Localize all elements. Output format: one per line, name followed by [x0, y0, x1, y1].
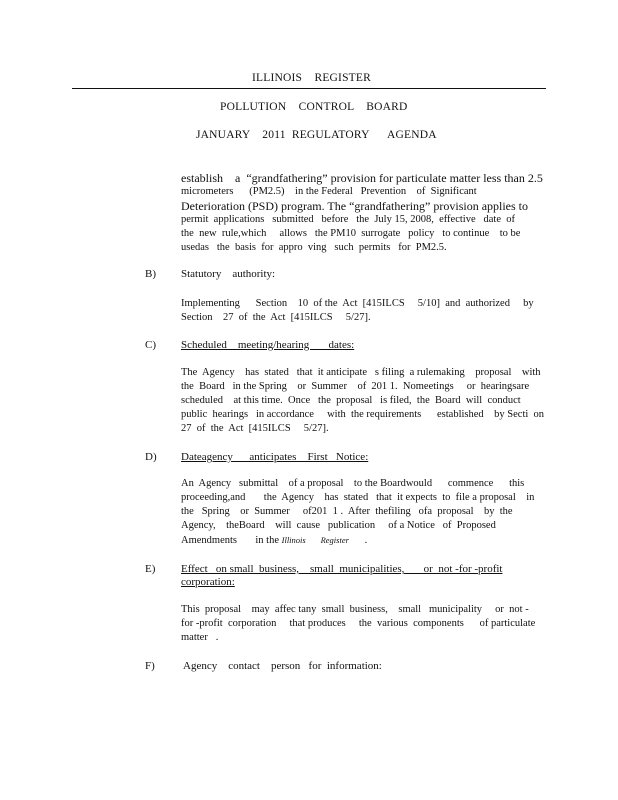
register-title: ILLINOIS REGISTER — [252, 72, 371, 84]
section-e-paragraph — [181, 603, 535, 645]
paragraph-line: the Spring or Summer of201 1 . After thefiling ofa proposal by the — [181, 506, 513, 517]
paragraph-line: public hearings in accordance with the requirements established by Secti on — [181, 409, 545, 420]
illinois-register-italic: Illinois Register — [281, 535, 349, 545]
intro-line: usedas the basis for appro ving such permits for PM2.5. — [181, 242, 447, 253]
intro-line: Deterioration (PSD) program. The “grandfathering” provision applies to — [181, 199, 529, 213]
paragraph-line: the Board in the Spring or Summer of 201 1. Nomeetings or hearingsare — [181, 381, 530, 392]
section-f-letter: F) — [145, 660, 155, 672]
intro-paragraph — [181, 171, 543, 255]
paragraph-line: Agency, theBoard will cause publication of a Notice of Proposed — [181, 520, 496, 531]
header-rule — [72, 88, 546, 89]
paragraph-line: scheduled at this time. Once the proposal is filed, the Board will conduct — [181, 395, 521, 406]
paragraph-line: matter . — [181, 632, 219, 643]
board-title: POLLUTION CONTROL BOARD — [220, 101, 408, 113]
agenda-title: JANUARY 2011 REGULATORY AGENDA — [196, 129, 437, 141]
section-e-letter: E) — [145, 563, 156, 575]
paragraph-line: for -profit corporation that produces the various components of particulate — [181, 618, 536, 629]
paragraph-line: This proposal may affec tany small business, small municipality or not - — [181, 604, 529, 615]
intro-line: the new rule,which allows the PM10 surrogate policy to continue to be — [181, 228, 521, 239]
intro-line: micrometers (PM2.5) in the Federal Prevention of Significant — [181, 186, 477, 197]
paragraph-line: proceeding,and the Agency has stated that it expects to file a proposal in — [181, 492, 535, 503]
section-d-paragraph — [181, 477, 534, 548]
section-e-heading — [181, 563, 503, 589]
paragraph-line: Section 27 of the Act [415ILCS 5/27]. — [181, 312, 371, 323]
heading-line: Effect on small business, small municipalities, or not -for -profit — [181, 563, 503, 575]
paragraph-line: Implementing Section 10 of the Act [415ILCS 5/10] and authorized by — [181, 298, 534, 309]
intro-line: establish a “grandfathering” provision for particulate matter less than 2.5 — [181, 171, 543, 185]
paragraph-line: 27 of the Act [415ILCS 5/27]. — [181, 423, 329, 434]
section-b-letter: B) — [145, 268, 156, 280]
heading-line: corporation: — [181, 576, 235, 588]
section-c-letter: C) — [145, 339, 156, 351]
section-c-heading: Scheduled meeting/hearing dates: — [181, 339, 355, 351]
section-b-paragraph — [181, 297, 534, 325]
line-end: . — [348, 535, 368, 546]
paragraph-line: The Agency has stated that it anticipate s filing a rulemaking proposal with — [181, 367, 541, 378]
section-d-heading: Dateagency anticipates First Notice: — [181, 451, 369, 463]
intro-line: permit applications submitted before the July 15, 2008, effective date of — [181, 214, 515, 225]
section-b-heading: Statutory authority: — [181, 268, 276, 280]
section-f-heading: Agency contact person for information: — [183, 660, 382, 672]
amendments-text: Amendments in the — [181, 535, 282, 546]
section-d-letter: D) — [145, 451, 157, 463]
paragraph-line-last — [181, 533, 534, 548]
section-c-paragraph — [181, 366, 544, 436]
paragraph-line: An Agency submittal of a proposal to the Boardwould commence this — [181, 478, 525, 489]
